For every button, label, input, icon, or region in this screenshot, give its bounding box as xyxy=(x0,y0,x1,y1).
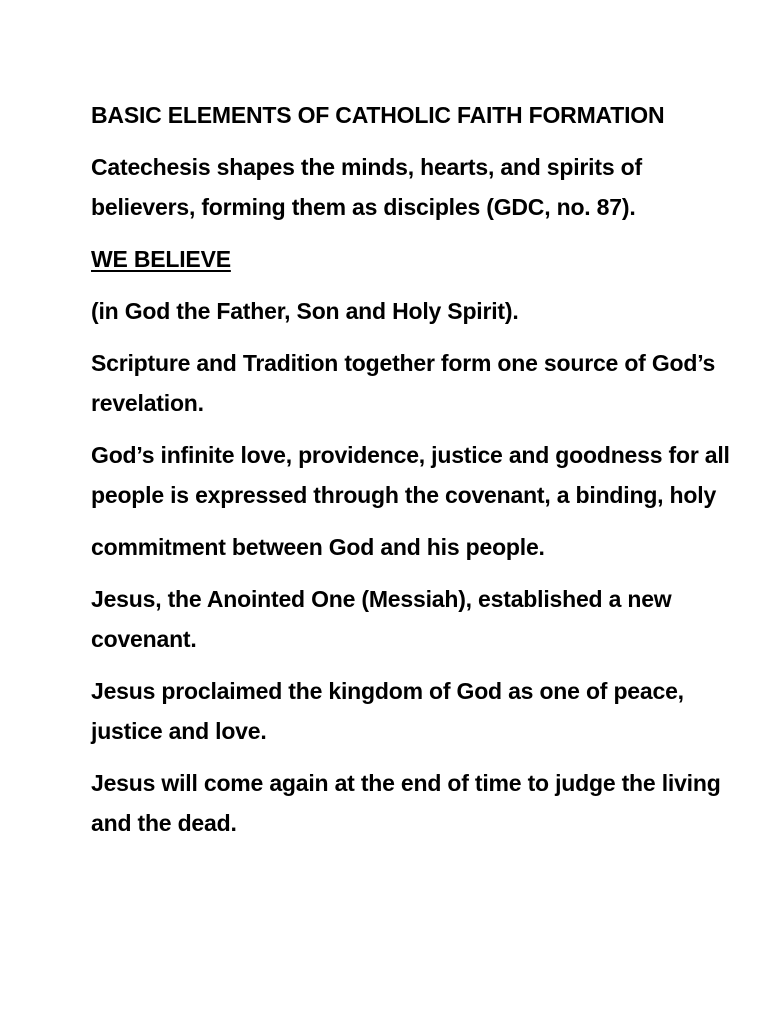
paragraph-second-coming: Jesus will come again at the end of time to judge the living and the dead. xyxy=(91,770,721,836)
document-title: BASIC ELEMENTS OF CATHOLIC FAITH FORMATION xyxy=(91,102,665,128)
document-body xyxy=(91,95,751,855)
paragraph-scripture-tradition: Scripture and Tradition together form one source of God’s revelation. xyxy=(91,350,716,416)
paragraph-new-covenant: Jesus, the Anointed One (Messiah), established a new covenant. xyxy=(91,586,672,652)
section-heading-we-believe: WE BELIEVE xyxy=(91,246,231,272)
paragraph-covenant: God’s infinite love, providence, justice and goodness for all people is expressed through the covenant, a binding, holy xyxy=(91,442,730,508)
paragraph-kingdom: Jesus proclaimed the kingdom of God as one of peace, justice and love. xyxy=(91,678,684,744)
paragraph-commitment: commitment between God and his people. xyxy=(91,534,545,560)
paragraph-trinity: (in God the Father, Son and Holy Spirit). xyxy=(91,298,519,324)
intro-paragraph: Catechesis shapes the minds, hearts, and spirits of believers, forming them as disciples (GDC, no. 87). xyxy=(91,154,642,220)
